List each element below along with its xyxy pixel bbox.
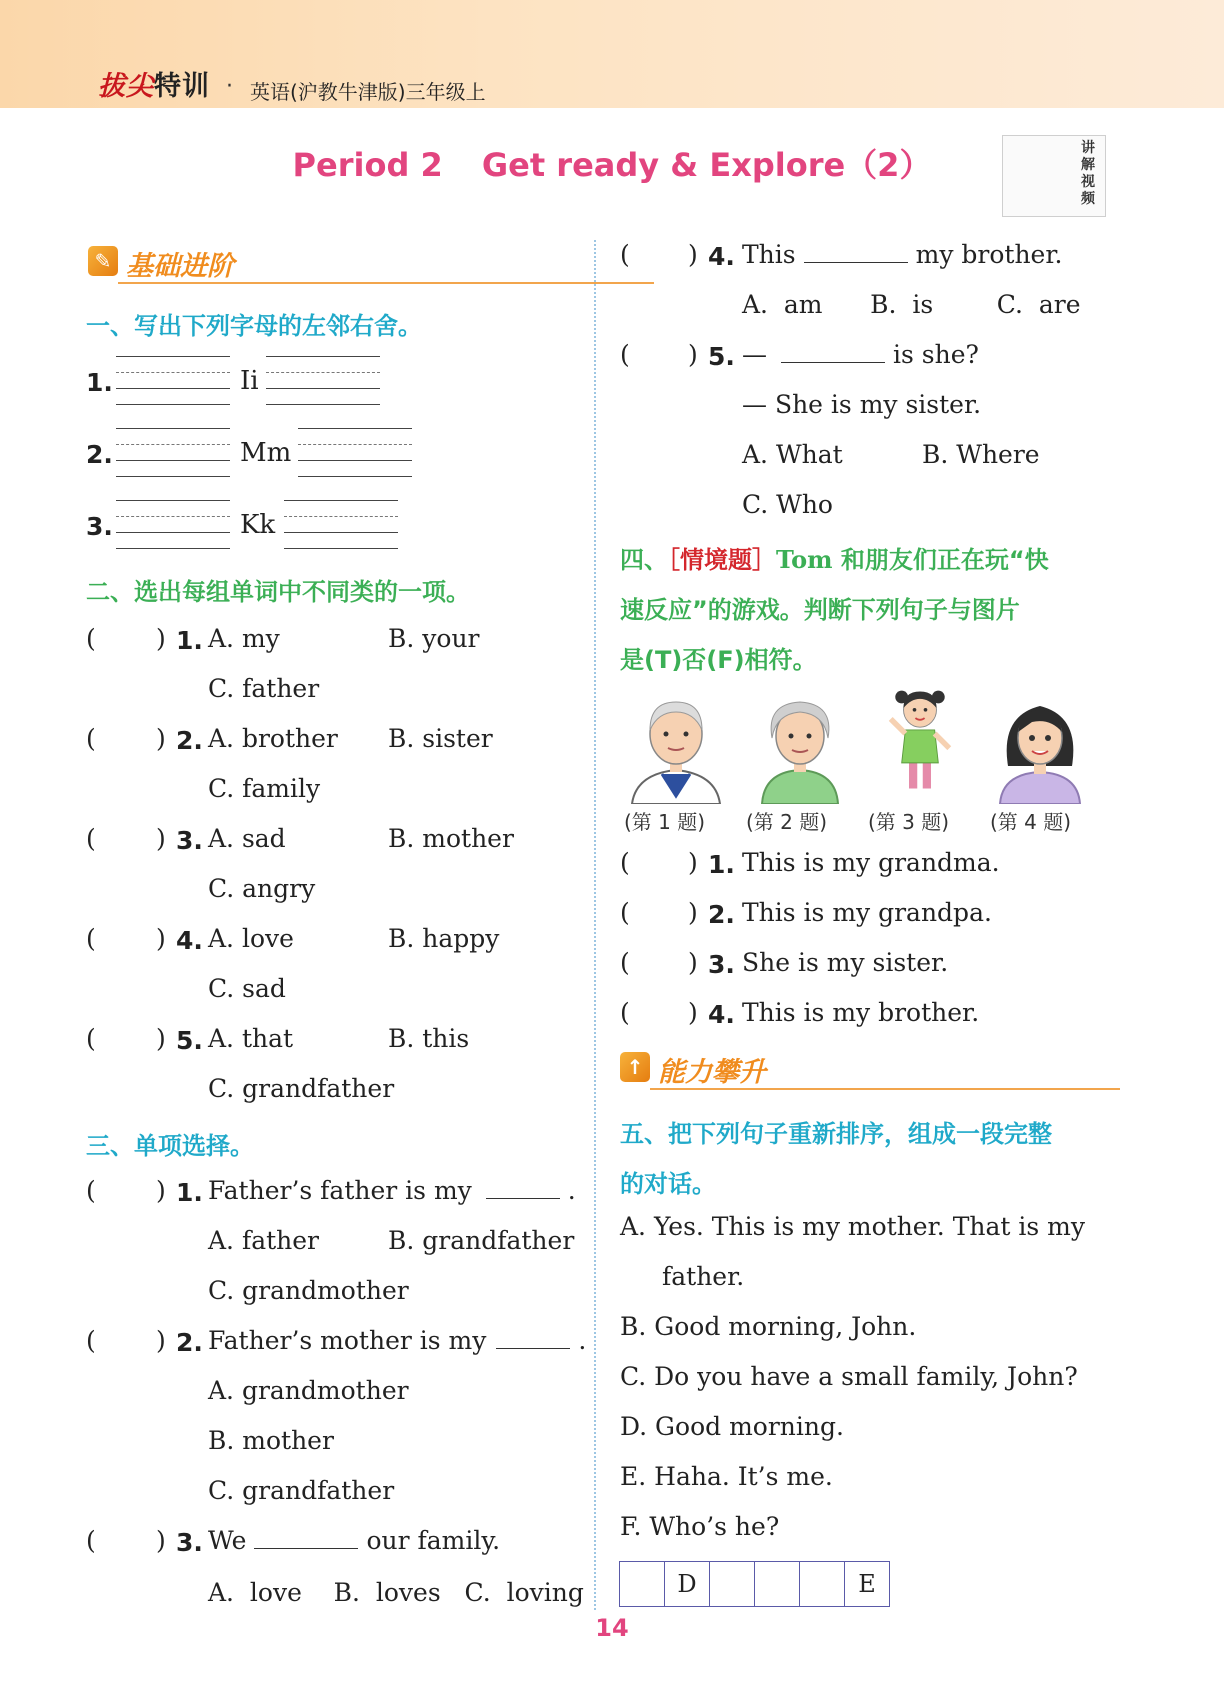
option-a: A. sad xyxy=(208,824,286,853)
options-inline: A. am B. is C. are xyxy=(742,290,1081,319)
answer-paren-open[interactable]: ( xyxy=(620,340,630,369)
section-2-title: 二、选出每组单词中不同类的一项。 xyxy=(86,578,470,606)
answer-paren-open[interactable]: ( xyxy=(86,924,96,953)
option-b: B. your xyxy=(388,624,480,653)
badge-underline xyxy=(118,282,654,284)
period-label: Period 2 xyxy=(292,146,443,184)
question-number: 4. xyxy=(708,242,735,271)
answer-paren-close: ) xyxy=(156,924,166,953)
video-qr-box[interactable] xyxy=(1002,135,1106,217)
option-a: A. love xyxy=(208,924,294,953)
fill-blank[interactable] xyxy=(496,1326,570,1349)
tf-statement: This is my grandpa. xyxy=(742,898,992,927)
answer-paren-open[interactable]: ( xyxy=(86,1024,96,1053)
answer-paren-open[interactable]: ( xyxy=(86,1526,96,1555)
letter-prompt-2: Mm xyxy=(240,438,292,468)
letter-answer-right-3[interactable] xyxy=(284,500,398,550)
letter-num-3: 3. xyxy=(86,512,113,541)
answer-paren-open[interactable]: ( xyxy=(86,824,96,853)
question-number: 4. xyxy=(708,1000,735,1029)
page-number: 14 xyxy=(595,1614,629,1642)
option-a: A. that xyxy=(208,1024,294,1053)
badge-ability-label: 能力攀升 xyxy=(658,1057,766,1088)
answer-paren-open[interactable]: ( xyxy=(86,1176,96,1205)
option-a: A. my xyxy=(208,624,280,653)
letter-answer-left-3[interactable] xyxy=(116,500,230,550)
section-3-title: 三、单项选择。 xyxy=(86,1132,254,1160)
tf-statement: This is my brother. xyxy=(742,998,980,1027)
question-stem: Father’s father is my . xyxy=(208,1176,576,1205)
question-number: 5. xyxy=(176,1026,203,1055)
fill-blank[interactable] xyxy=(486,1176,560,1199)
order-box[interactable] xyxy=(620,1562,665,1606)
option-b: B. grandfather xyxy=(388,1226,575,1255)
option-b: B. happy xyxy=(388,924,500,953)
fill-blank[interactable] xyxy=(781,340,885,363)
tf-statement: She is my sister. xyxy=(742,948,949,977)
mother-illustration xyxy=(992,696,1088,804)
option-a: A. What xyxy=(742,440,843,469)
letter-answer-right-1[interactable] xyxy=(266,356,380,406)
answer-paren-close: ) xyxy=(156,1176,166,1205)
picture-caption-2: (第 2 题) xyxy=(746,810,828,834)
option-b: B. mother xyxy=(388,824,514,853)
section-4-title-line3: 是(T)否(F)相符。 xyxy=(620,646,817,674)
question-number: 3. xyxy=(176,826,203,855)
answer-paren-open[interactable]: ( xyxy=(620,240,630,269)
answer-paren-open[interactable]: ( xyxy=(620,848,630,877)
option-c: C. grandfather xyxy=(208,1476,395,1505)
section-1-title: 一、写出下列字母的左邻右舍。 xyxy=(86,312,422,340)
answer-paren-close: ) xyxy=(688,998,698,1027)
letter-answer-left-2[interactable] xyxy=(116,428,230,478)
dialogue-reply: — She is my sister. xyxy=(742,390,982,419)
section-4-title: 四、［情境题］Tom 和朋友们正在玩“快 xyxy=(620,545,1049,574)
grandpa-illustration xyxy=(628,696,724,804)
letter-answer-right-2[interactable] xyxy=(298,428,412,478)
dialogue-line-a: A. Yes. This is my mother. That is my xyxy=(620,1212,1085,1241)
pencil-icon: ✎ xyxy=(88,246,118,276)
question-number: 3. xyxy=(708,950,735,979)
answer-paren-open[interactable]: ( xyxy=(620,898,630,927)
runner-icon: ↑ xyxy=(620,1052,650,1082)
question-number: 1. xyxy=(708,850,735,879)
option-c: C. Who xyxy=(742,490,833,519)
question-number: 2. xyxy=(176,726,203,755)
letter-prompt-1: Ii xyxy=(240,366,259,396)
question-stem: Father’s mother is my . xyxy=(208,1326,587,1355)
answer-paren-close: ) xyxy=(156,1526,166,1555)
letter-answer-left-1[interactable] xyxy=(116,356,230,406)
column-divider xyxy=(594,240,596,1610)
option-c: C. sad xyxy=(208,974,286,1003)
question-stem: We our family. xyxy=(208,1526,501,1555)
option-b: B. this xyxy=(388,1024,470,1053)
question-number: 5. xyxy=(708,342,735,371)
letter-num-2: 2. xyxy=(86,440,113,469)
dialogue-line-a-cont: father. xyxy=(662,1262,745,1291)
picture-caption-1: (第 1 题) xyxy=(624,810,706,834)
order-box[interactable] xyxy=(755,1562,800,1606)
answer-paren-open[interactable]: ( xyxy=(86,724,96,753)
option-b: B. sister xyxy=(388,724,493,753)
answer-paren-close: ) xyxy=(156,1024,166,1053)
topic-label: Get ready & Explore（2） xyxy=(481,146,932,184)
section-5-title-line2: 的对话。 xyxy=(620,1170,716,1198)
letter-prompt-3: Kk xyxy=(240,510,276,540)
letter-num-1: 1. xyxy=(86,368,113,397)
option-c: C. father xyxy=(208,674,320,703)
question-number: 1. xyxy=(176,1178,203,1207)
option-c: C. grandmother xyxy=(208,1276,409,1305)
answer-paren-close: ) xyxy=(688,240,698,269)
fill-blank[interactable] xyxy=(804,240,908,263)
options-inline: A. love B. loves C. loving xyxy=(208,1578,584,1607)
dialogue-line-f: F. Who’s he? xyxy=(620,1512,780,1541)
answer-paren-close: ) xyxy=(688,948,698,977)
option-c: C. angry xyxy=(208,874,316,903)
order-box[interactable]: E xyxy=(858,1570,876,1598)
dialogue-line-b: B. Good morning, John. xyxy=(620,1312,917,1341)
answer-paren-open[interactable]: ( xyxy=(86,1326,96,1355)
order-box[interactable]: D xyxy=(665,1562,710,1606)
question-number: 2. xyxy=(176,1328,203,1357)
answer-paren-open[interactable]: ( xyxy=(620,998,630,1027)
question-stem: This my brother. xyxy=(742,240,1063,269)
answer-paren-close: ) xyxy=(156,624,166,653)
order-box[interactable] xyxy=(800,1562,845,1606)
picture-caption-3: (第 3 题) xyxy=(868,810,950,834)
picture-caption-4: (第 4 题) xyxy=(990,810,1072,834)
option-b: B. Where xyxy=(922,440,1040,469)
grandma-illustration xyxy=(752,696,848,804)
answer-paren-close: ) xyxy=(688,340,698,369)
answer-paren-open[interactable]: ( xyxy=(620,948,630,977)
option-c: C. grandfather xyxy=(208,1074,395,1103)
sister-illustration xyxy=(872,686,968,794)
question-stem: — is she? xyxy=(742,340,979,369)
answer-paren-close: ) xyxy=(156,1326,166,1355)
header-separator: · xyxy=(226,74,233,99)
dialogue-line-d: D. Good morning. xyxy=(620,1412,844,1441)
answer-paren-open[interactable]: ( xyxy=(86,624,96,653)
badge-basic-label: 基础进阶 xyxy=(126,251,234,282)
order-answer-boxes xyxy=(619,1561,890,1607)
answer-paren-close: ) xyxy=(156,824,166,853)
question-number: 4. xyxy=(176,926,203,955)
dialogue-line-e: E. Haha. It’s me. xyxy=(620,1462,833,1491)
option-c: C. family xyxy=(208,774,321,803)
option-a: A. brother xyxy=(208,724,338,753)
badge-underline xyxy=(650,1088,1120,1090)
tf-statement: This is my grandma. xyxy=(742,848,1000,877)
question-number: 1. xyxy=(176,626,203,655)
brand-logo: 拔尖特训 xyxy=(98,71,210,102)
answer-paren-close: ) xyxy=(688,898,698,927)
answer-paren-close: ) xyxy=(688,848,698,877)
section-5-title: 五、把下列句子重新排序，组成一段完整 xyxy=(620,1120,1052,1148)
book-subject: 英语(沪教牛津版)三年级上 xyxy=(250,80,486,104)
option-a: A. father xyxy=(208,1226,319,1255)
video-label: 讲解视频 xyxy=(1081,140,1095,207)
fill-blank[interactable] xyxy=(254,1526,358,1549)
section-4-title-line2: 速反应”的游戏。判断下列句子与图片 xyxy=(620,596,1020,624)
option-a: A. grandmother xyxy=(208,1376,409,1405)
question-number: 3. xyxy=(176,1528,203,1557)
order-box[interactable] xyxy=(710,1562,755,1606)
dialogue-line-c: C. Do you have a small family, John? xyxy=(620,1362,1078,1391)
answer-paren-close: ) xyxy=(156,724,166,753)
question-number: 2. xyxy=(708,900,735,929)
option-b: B. mother xyxy=(208,1426,334,1455)
